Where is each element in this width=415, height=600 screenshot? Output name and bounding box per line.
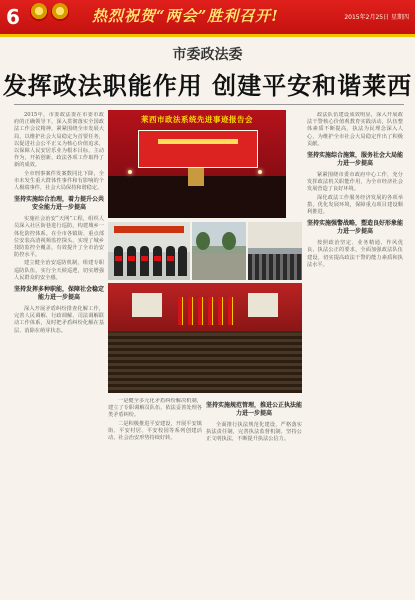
paragraph: 紧紧围绕市委市政府中心工作，充分发挥政法机关职能作用，为全市经济社会发展营造了良好环境。 [307,172,403,193]
subheading: 坚持实施强警战略，塑造良好形象能力进一步提高 [307,220,403,236]
left-column [14,112,104,590]
photo-report-meeting [108,110,286,218]
banner-divider [0,34,415,37]
paragraph: 政法队伍建设成效明显，深入开展政法干警核心价值观教育实践活动，队伍整体素质不断提高，执法为民理念深入人心，为维护全市社会大局稳定作出了积极贡献。 [307,112,403,147]
paragraph: 建立健全治安巡防机制，组建专职巡防队伍，实行全天候巡逻，切实增强人民群众的安全感。 [14,260,104,281]
section-title: 市委政法委 [172,47,243,63]
paragraph: 二是积极推进平安建设，开展平安镇街、平安村居、平安校园等系列创建活动，社会治安形势持续好转。 [108,420,202,442]
photo-community-event [248,222,302,280]
paragraph: 一是健全多元化矛盾纠纷解决机制，建立了专职调解员队伍，依法妥善处理各类矛盾纠纷。 [108,398,202,419]
subheading: 坚持实施综合施策，服务社会大局能力进一步提高 [307,152,403,168]
emblem-icon [30,3,48,21]
photo-conference-hall [108,283,302,393]
page-number: 6 [6,5,20,29]
paragraph: 2015年，市委政法委在市委市政府的正确领导下，深入贯彻落实全国政法工作会议精神，紧紧围绕全市发展大局，以维护社会大局稳定为首要任务，以促进社会公平正义为核心价值追求，以保障人民安居乐业为根本目标，主动作为，开拓创新，政法各项工作取得了新的成效。 [14,112,104,169]
dateline: 2015年2月25日 星期四 [344,14,409,21]
photo-award-ceremony [108,222,190,280]
middle-column-right [206,398,302,590]
headline: 发挥政法职能作用 创建平安和谐莱西 [2,71,413,100]
right-column [307,112,403,590]
banner-slogan: 热烈祝贺“两会”胜利召开! [92,7,279,25]
paragraph: 全市刑事案件发案数同比下降，全市未发生重大群体性事件和有影响的个人极端事件，社会大局保持和谐稳定。 [14,170,104,192]
paragraph: 实施社会治安“天网”工程，组织人员深入社区街巷进行巡防，构建城乡一体化防控体系。在全市各镇街、重点部位安装高清视频监控探头，实现了城乡技防监控全覆盖，有效提升了全市治安防控水平。 [14,216,104,259]
headline-divider [14,104,404,105]
subheading: 坚持实施规范管理，推进公正执法能力进一步提高 [206,402,302,417]
paragraph: 深入开展矛盾纠纷排查化解工作，完善人民调解、行政调解、司法调解联动工作体系，及时把矛盾纠纷化解在基层、消除在萌芽状态。 [14,306,104,334]
paragraph: 深化政法工作服务经济发展的各项举措，优化发展环境，保障重点项目建设顺利推进。 [307,194,403,216]
emblem-icon [51,3,69,21]
subheading: 坚持发挥多种职能，保障社会稳定能力进一步提高 [14,286,104,302]
paragraph: 全面推行执法规范化建设，严格落实执法责任制，完善执法监督机制，坚持公正文明执法，不断提升执法公信力。 [206,422,302,443]
subheading: 坚持实施综合治理，着力提升公共安全能力进一步提高 [14,196,104,212]
photo-outdoor-training [192,222,246,280]
paragraph: 按照政治坚定、业务精通、作风优良、执法公正的要求，全面加强政法队伍建设，切实提高政法干警的能力素质和执法水平。 [307,240,403,268]
page-banner [0,0,415,34]
middle-column-left [108,398,202,590]
photo-banner-text: 莱西市政法系统先进事迹报告会 [141,115,253,124]
